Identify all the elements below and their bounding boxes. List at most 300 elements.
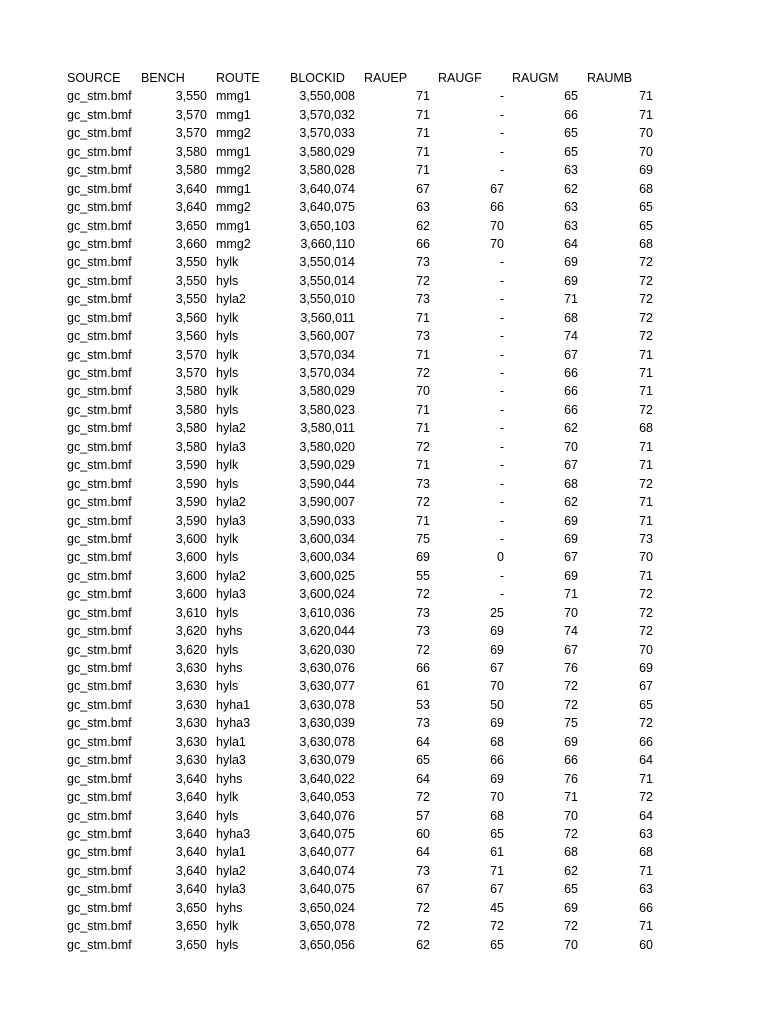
cell-raumb: 72 [639,790,653,805]
cell-raumb: 60 [639,937,653,952]
cell-rauep: 71 [416,458,430,473]
cell-raugm: 62 [564,181,578,196]
cell-rauep: 64 [416,734,430,749]
cell-route: hyha3 [216,826,251,841]
cell-raugm: 69 [564,568,578,583]
cell-source: gc_stm.bmf [67,495,132,510]
cell-rauep: 72 [416,900,430,915]
cell-bench: 3,550 [175,255,207,270]
cell-rauep: 75 [416,531,430,546]
cell-blockid: 3,640,053 [299,790,355,805]
cell-bench: 3,580 [175,421,207,436]
cell-blockid: 3,550,010 [299,292,355,307]
cell-raugm: 65 [564,126,578,141]
cell-blockid: 3,630,039 [299,716,355,731]
table-row [67,87,667,105]
cell-source: gc_stm.bmf [67,200,132,215]
table-row [67,438,667,456]
cell-blockid: 3,580,029 [299,144,355,159]
cell-raumb: 66 [639,734,653,749]
cell-bench: 3,570 [175,107,207,122]
cell-blockid: 3,630,078 [299,734,355,749]
cell-route: hylk [216,919,239,934]
cell-source: gc_stm.bmf [67,771,132,786]
cell-blockid: 3,640,075 [299,200,355,215]
cell-raumb: 71 [639,568,653,583]
table-row [67,161,667,179]
cell-route: hyla2 [216,568,246,583]
cell-raugm: 71 [564,292,578,307]
cell-source: gc_stm.bmf [67,826,132,841]
cell-raumb: 65 [639,697,653,712]
cell-raugm: 72 [564,697,578,712]
cell-source: gc_stm.bmf [67,679,132,694]
cell-rauep: 61 [416,679,430,694]
cell-bench: 3,650 [175,218,207,233]
cell-route: hyha3 [216,716,251,731]
cell-raumb: 71 [639,439,653,454]
cell-raugf: - [499,329,504,344]
cell-rauep: 57 [416,808,430,823]
cell-raumb: 70 [639,550,653,565]
cell-raugf: 72 [490,919,504,934]
cell-bench: 3,630 [175,679,207,694]
cell-bench: 3,640 [175,863,207,878]
cell-rauep: 67 [416,882,430,897]
cell-raumb: 71 [639,107,653,122]
cell-bench: 3,650 [175,937,207,952]
cell-blockid: 3,550,008 [299,89,355,104]
cell-route: hylk [216,255,239,270]
cell-raugm: 69 [564,513,578,528]
cell-raugf: - [499,144,504,159]
cell-blockid: 3,630,078 [299,697,355,712]
cell-raugm: 76 [564,771,578,786]
cell-route: hyhs [216,624,243,639]
cell-raumb: 65 [639,200,653,215]
cell-raugm: 64 [564,236,578,251]
table-row [67,198,667,216]
cell-route: mmg2 [216,126,251,141]
table-row [67,585,667,603]
cell-source: gc_stm.bmf [67,144,132,159]
table-row [67,456,667,474]
cell-rauep: 73 [416,624,430,639]
cell-rauep: 71 [416,144,430,159]
table-row [67,880,667,898]
cell-bench: 3,630 [175,661,207,675]
cell-blockid: 3,550,014 [299,273,355,288]
cell-source: gc_stm.bmf [67,218,132,233]
cell-rauep: 73 [416,863,430,878]
cell-source: gc_stm.bmf [67,513,132,528]
cell-blockid: 3,570,034 [299,347,355,362]
cell-raugf: - [499,476,504,491]
table-row [67,401,667,419]
cell-raumb: 71 [639,771,653,786]
cell-route: hyha1 [216,697,251,712]
cell-raugm: 76 [564,661,578,675]
cell-source: gc_stm.bmf [67,163,132,178]
cell-raugf: - [499,384,504,399]
cell-route: hyla3 [216,439,246,454]
cell-bench: 3,640 [175,882,207,897]
table-row [67,309,667,327]
cell-blockid: 3,630,079 [299,753,355,768]
cell-bench: 3,600 [175,550,207,565]
cell-raugm: 68 [564,310,578,325]
cell-raugf: 69 [490,624,504,639]
cell-raugf: - [499,439,504,454]
cell-bench: 3,550 [175,273,207,288]
cell-raumb: 71 [639,89,653,104]
cell-raugm: 66 [564,107,578,122]
cell-raugf: 45 [490,900,504,915]
cell-raugm: 70 [564,937,578,952]
cell-route: hylk [216,531,239,546]
cell-rauep: 73 [416,716,430,731]
cell-raugm: 67 [564,458,578,473]
cell-route: hyla2 [216,421,246,436]
header-route: ROUTE [216,71,260,85]
cell-rauep: 69 [416,550,430,565]
cell-raugm: 66 [564,366,578,380]
cell-bench: 3,640 [175,200,207,215]
cell-raugf: 70 [490,679,504,694]
cell-bench: 3,570 [175,126,207,141]
cell-raugf: 65 [490,937,504,952]
cell-raugm: 62 [564,421,578,436]
cell-route: hylk [216,384,239,399]
cell-bench: 3,600 [175,587,207,602]
cell-rauep: 53 [416,697,430,712]
cell-bench: 3,550 [175,292,207,307]
cell-raugf: - [499,292,504,307]
table-row [67,548,667,566]
cell-raugm: 72 [564,919,578,934]
cell-source: gc_stm.bmf [67,734,132,749]
cell-blockid: 3,600,034 [299,531,355,546]
cell-source: gc_stm.bmf [67,900,132,915]
cell-raumb: 72 [639,624,653,639]
cell-raumb: 67 [639,679,653,694]
cell-raugm: 62 [564,495,578,510]
cell-raugf: 68 [490,734,504,749]
cell-raugm: 68 [564,845,578,860]
table-row [67,327,667,345]
cell-source: gc_stm.bmf [67,107,132,122]
cell-raugm: 68 [564,476,578,491]
cell-blockid: 3,640,074 [299,863,355,878]
cell-source: gc_stm.bmf [67,384,132,399]
cell-raumb: 68 [639,181,653,196]
cell-route: mmg2 [216,163,251,178]
cell-route: mmg1 [216,107,251,122]
cell-route: hyla1 [216,845,246,860]
cell-raugm: 66 [564,402,578,417]
cell-blockid: 3,570,032 [299,107,355,122]
data-table [67,69,667,954]
cell-route: hyls [216,402,239,417]
cell-raumb: 68 [639,236,653,251]
table-row [67,272,667,290]
cell-source: gc_stm.bmf [67,292,132,307]
header-source: SOURCE [67,71,121,85]
cell-route: hyla1 [216,734,246,749]
cell-raumb: 69 [639,661,653,675]
cell-raugf: 61 [490,845,504,860]
table-row [67,124,667,142]
table-row [67,641,667,659]
table-row [67,475,667,493]
cell-rauep: 72 [416,919,430,934]
cell-raugm: 67 [564,642,578,657]
cell-raumb: 71 [639,458,653,473]
cell-blockid: 3,610,036 [299,605,355,620]
table-row [67,143,667,161]
cell-raugm: 72 [564,826,578,841]
table-row [67,899,667,917]
cell-raugm: 69 [564,734,578,749]
cell-bench: 3,620 [175,642,207,657]
cell-blockid: 3,650,078 [299,919,355,934]
cell-blockid: 3,580,020 [299,439,355,454]
cell-blockid: 3,560,011 [300,310,355,325]
cell-source: gc_stm.bmf [67,568,132,583]
cell-raugf: - [499,421,504,436]
cell-raugf: - [499,458,504,473]
header-row [67,69,667,87]
cell-rauep: 66 [416,236,430,251]
cell-bench: 3,560 [175,329,207,344]
table-row [67,862,667,880]
header-rauep: RAUEP [364,71,408,85]
cell-route: hyls [216,679,239,694]
cell-raumb: 64 [639,753,653,768]
cell-blockid: 3,590,033 [299,513,355,528]
cell-rauep: 71 [416,310,430,325]
cell-raugm: 69 [564,273,578,288]
cell-bench: 3,610 [175,605,207,620]
cell-rauep: 71 [416,89,430,104]
table-row [67,253,667,271]
cell-raumb: 72 [639,273,653,288]
cell-raugf: 66 [490,200,504,215]
cell-rauep: 72 [416,495,430,510]
cell-bench: 3,650 [175,900,207,915]
cell-bench: 3,660 [175,236,207,251]
cell-blockid: 3,640,077 [299,845,355,860]
cell-source: gc_stm.bmf [67,458,132,473]
cell-raumb: 72 [639,255,653,270]
header-blockid: BLOCKID [290,71,345,85]
cell-raugf: - [499,402,504,417]
table-row [67,493,667,511]
cell-blockid: 3,640,022 [299,771,355,786]
cell-source: gc_stm.bmf [67,697,132,712]
cell-blockid: 3,630,076 [299,661,355,675]
cell-raugm: 67 [564,347,578,362]
table-row [67,622,667,640]
cell-bench: 3,620 [175,624,207,639]
cell-source: gc_stm.bmf [67,661,132,675]
cell-raumb: 72 [639,476,653,491]
cell-bench: 3,550 [175,89,207,104]
cell-source: gc_stm.bmf [67,89,132,104]
cell-raugm: 66 [564,384,578,399]
cell-source: gc_stm.bmf [67,273,132,288]
cell-raumb: 72 [639,292,653,307]
cell-rauep: 72 [416,273,430,288]
cell-rauep: 73 [416,329,430,344]
cell-raugm: 74 [564,624,578,639]
cell-source: gc_stm.bmf [67,642,132,657]
cell-blockid: 3,650,103 [299,218,355,233]
cell-raugf: 70 [490,236,504,251]
cell-bench: 3,640 [175,826,207,841]
cell-raugf: 69 [490,716,504,731]
cell-bench: 3,570 [175,347,207,362]
cell-rauep: 73 [416,605,430,620]
cell-route: hyls [216,476,239,491]
table-row [67,807,667,825]
cell-raugm: 69 [564,531,578,546]
cell-raugf: 71 [490,863,504,878]
cell-bench: 3,580 [175,384,207,399]
cell-source: gc_stm.bmf [67,476,132,491]
cell-raugf: - [499,273,504,288]
cell-raugf: - [499,310,504,325]
cell-route: hyls [216,642,239,657]
cell-raugf: - [499,568,504,583]
cell-rauep: 72 [416,790,430,805]
cell-source: gc_stm.bmf [67,236,132,251]
table-row [67,696,667,714]
cell-rauep: 65 [416,753,430,768]
cell-raugf: 69 [490,642,504,657]
cell-rauep: 71 [416,347,430,362]
cell-raumb: 71 [639,347,653,362]
cell-bench: 3,580 [175,144,207,159]
cell-blockid: 3,650,024 [299,900,355,915]
cell-source: gc_stm.bmf [67,863,132,878]
cell-blockid: 3,580,029 [299,384,355,399]
cell-blockid: 3,630,077 [299,679,355,694]
cell-raumb: 72 [639,587,653,602]
cell-raugm: 67 [564,550,578,565]
table-row [67,917,667,935]
cell-route: hyla2 [216,495,246,510]
cell-raugf: 66 [490,753,504,768]
table-row [67,419,667,437]
cell-route: hylk [216,458,239,473]
cell-bench: 3,630 [175,753,207,768]
cell-blockid: 3,650,056 [299,937,355,952]
cell-route: hylk [216,310,239,325]
table-row [67,677,667,695]
cell-rauep: 73 [416,292,430,307]
cell-raugm: 75 [564,716,578,731]
cell-raugm: 63 [564,200,578,215]
cell-source: gc_stm.bmf [67,716,132,731]
cell-raumb: 65 [639,218,653,233]
cell-raugf: - [499,89,504,104]
cell-bench: 3,630 [175,716,207,731]
cell-blockid: 3,660,110 [300,236,355,251]
cell-rauep: 64 [416,845,430,860]
table-row [67,512,667,530]
cell-route: mmg1 [216,181,251,196]
cell-blockid: 3,640,075 [299,826,355,841]
cell-rauep: 67 [416,181,430,196]
cell-raumb: 71 [639,366,653,380]
cell-raugf: - [499,495,504,510]
cell-blockid: 3,620,030 [299,642,355,657]
cell-route: hyls [216,366,239,380]
cell-rauep: 73 [416,255,430,270]
cell-raugf: - [499,513,504,528]
cell-bench: 3,640 [175,808,207,823]
table-row [67,788,667,806]
cell-source: gc_stm.bmf [67,402,132,417]
cell-raumb: 71 [639,919,653,934]
cell-route: hyla3 [216,753,246,768]
cell-route: hyls [216,329,239,344]
cell-source: gc_stm.bmf [67,329,132,344]
cell-raugf: - [499,587,504,602]
cell-bench: 3,640 [175,790,207,805]
cell-rauep: 55 [416,568,430,583]
cell-route: hyls [216,605,239,620]
cell-source: gc_stm.bmf [67,531,132,546]
cell-raumb: 68 [639,421,653,436]
cell-route: hyhs [216,661,243,675]
cell-rauep: 64 [416,771,430,786]
cell-bench: 3,590 [175,495,207,510]
cell-source: gc_stm.bmf [67,808,132,823]
cell-route: hyhs [216,900,243,915]
cell-source: gc_stm.bmf [67,347,132,362]
cell-raumb: 72 [639,402,653,417]
table-row [67,235,667,253]
cell-rauep: 73 [416,476,430,491]
cell-source: gc_stm.bmf [67,882,132,897]
cell-rauep: 71 [416,163,430,178]
cell-bench: 3,600 [175,568,207,583]
table-row [67,346,667,364]
table-row [67,364,667,382]
header-bench: BENCH [141,71,185,85]
cell-blockid: 3,640,076 [299,808,355,823]
cell-route: mmg1 [216,89,251,104]
cell-raumb: 71 [639,863,653,878]
cell-route: hyls [216,808,239,823]
table-row [67,217,667,235]
cell-blockid: 3,580,023 [299,402,355,417]
cell-raugm: 70 [564,439,578,454]
cell-source: gc_stm.bmf [67,624,132,639]
cell-rauep: 62 [416,937,430,952]
table-row [67,659,667,677]
cell-bench: 3,630 [175,734,207,749]
cell-raugm: 69 [564,255,578,270]
cell-raugm: 63 [564,163,578,178]
cell-raugm: 62 [564,863,578,878]
cell-raumb: 70 [639,144,653,159]
cell-raumb: 71 [639,495,653,510]
header-raumb: RAUMB [587,71,633,85]
cell-raumb: 72 [639,716,653,731]
